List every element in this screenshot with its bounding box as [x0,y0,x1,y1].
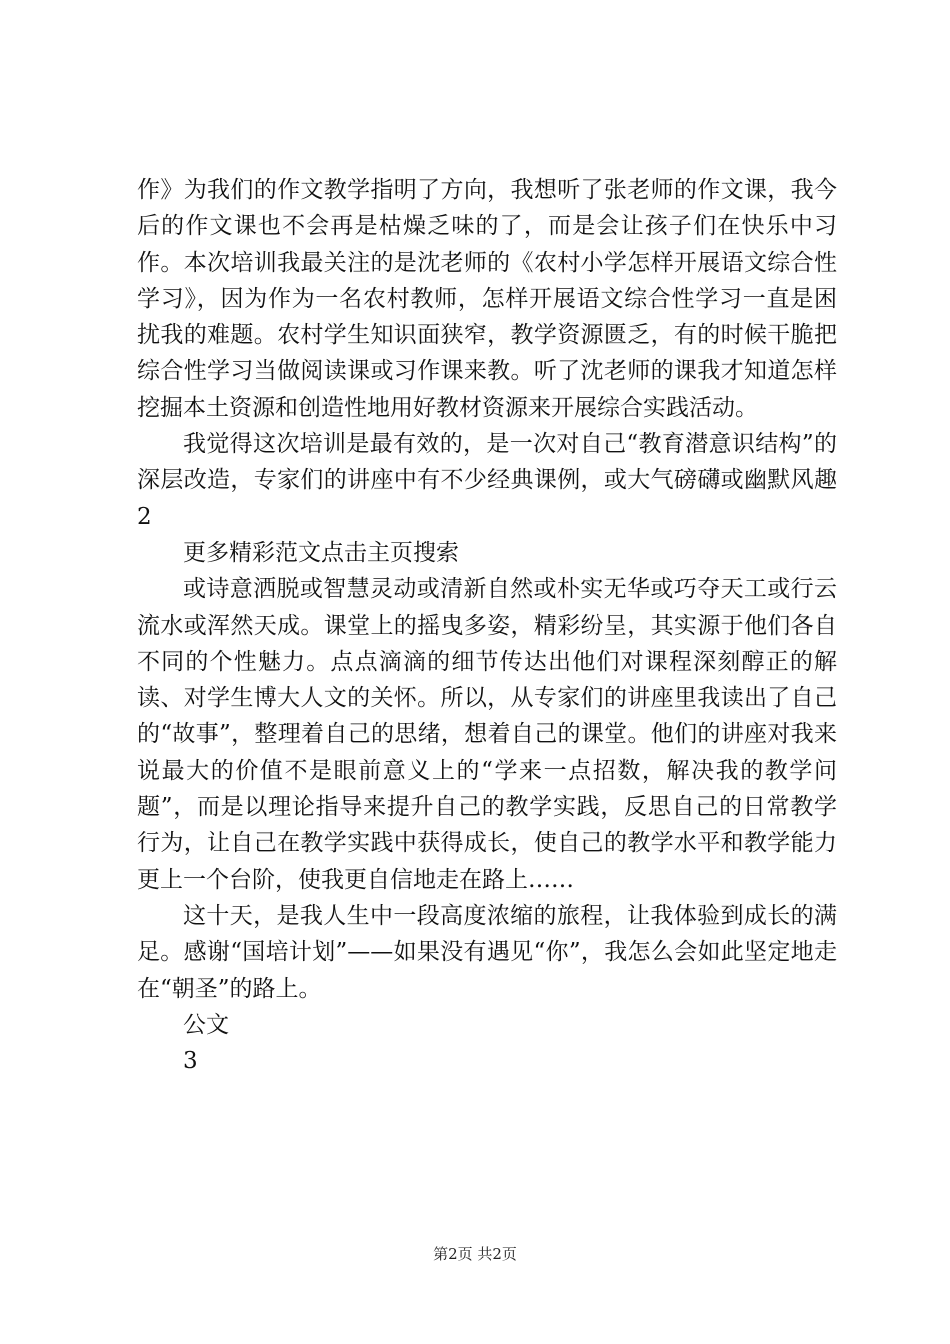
paragraph-continuation: 作》为我们的作文教学指明了方向，我想听了张老师的作文课，我今后的作文课也不会再是枯燥乏味的了，而是会让孩子们在快乐中习作。本次培训我最关注的是沈老师的《农村小学怎样开展语文综合性学习》，因为作为一名农村教师，怎样开展语文综合性学习一直是困扰我的难题。农村学生知识面狭窄，教学资源匮乏，有的时候干脆把综合性学习当做阅读课或习作课来教。听了沈老师的课我才知道怎样挖掘本土资源和创造性地用好教材资源来开展综合实践活动。 [137,177,837,421]
document-body [137,172,837,1079]
label-gongwen: 公文 [183,1011,229,1038]
paragraph-expert-lectures: 或诗意洒脱或智慧灵动或清新自然或朴实无华或巧夺天工或行云流水或浑然天成。课堂上的摇曳多姿，精彩纷呈，其实源于他们各自不同的个性魅力。点点滴滴的细节传达出他们对课程深刻醇正的解读、对学生博大人文的关怀。所以，从专家们的讲座里我读出了自己的“故事”，整理着自己的思绪，想着自己的课堂。他们的讲座对我来说最大的价值不是眼前意义上的“学来一点招数，解决我的教学问题”，而是以理论指导来提升自己的教学实践，反思自己的日常教学行为，让自己在教学实践中获得成长，使自己的教学水平和教学能力更上一个台阶，使我更自信地走在路上…… [137,576,837,893]
page-footer: 第2页 共2页 [433,1245,517,1263]
paragraph-training-reflection: 我觉得这次培训是最有效的，是一次对自己“教育潜意识结构”的深层改造，专家们的讲座中有不少经典课例，或大气磅礴或幽默风趣2 [137,431,837,530]
label-number: 3 [183,1048,198,1075]
promo-line: 更多精彩范文点击主页搜索 [183,539,459,566]
paragraph-conclusion: 这十天，是我人生中一段高度浓缩的旅程，让我体验到成长的满足。感谢“国培计划”——如果没有遇见“你”，我怎么会如此坚定地走在“朝圣”的路上。 [137,902,837,1002]
